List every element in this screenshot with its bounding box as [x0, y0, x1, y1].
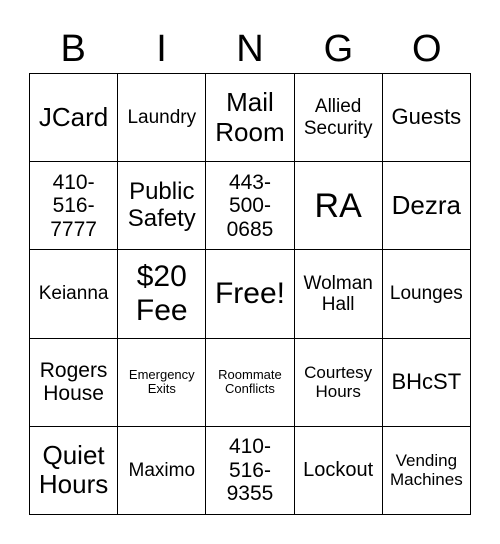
bingo-cell[interactable]: Vending Machines [383, 427, 471, 515]
bingo-cell[interactable]: Maximo [118, 427, 206, 515]
bingo-cell[interactable]: Courtesy Hours [295, 339, 383, 427]
bingo-cell[interactable]: Roommate Conflicts [206, 339, 294, 427]
bingo-cell[interactable]: Lounges [383, 250, 471, 338]
bingo-cell[interactable]: Dezra [383, 162, 471, 250]
bingo-cell[interactable]: $20 Fee [118, 250, 206, 338]
bingo-cell[interactable]: Laundry [118, 74, 206, 162]
bingo-cell[interactable]: 443- 500- 0685 [206, 162, 294, 250]
header-letter-o: O [411, 28, 442, 70]
bingo-board [29, 73, 471, 515]
bingo-cell[interactable]: Guests [383, 74, 471, 162]
bingo-cell[interactable]: Keianna [30, 250, 118, 338]
bingo-cell[interactable]: BHcST [383, 339, 471, 427]
bingo-header [29, 24, 471, 74]
header-letter-n: N [236, 28, 264, 70]
bingo-cell[interactable]: Rogers House [30, 339, 118, 427]
bingo-cell[interactable]: 410- 516- 9355 [206, 427, 294, 515]
bingo-cell[interactable]: Public Safety [118, 162, 206, 250]
free-space-cell[interactable]: Free! [206, 250, 294, 338]
header-letter-i: I [156, 28, 167, 70]
header-letter-g: G [323, 28, 354, 70]
bingo-cell[interactable]: Wolman Hall [295, 250, 383, 338]
header-letter-b: B [60, 28, 86, 70]
bingo-cell[interactable]: Emergency Exits [118, 339, 206, 427]
bingo-cell[interactable]: 410- 516- 7777 [30, 162, 118, 250]
bingo-cell[interactable]: Allied Security [295, 74, 383, 162]
bingo-cell[interactable]: JCard [30, 74, 118, 162]
bingo-cell[interactable]: RA [295, 162, 383, 250]
bingo-cell[interactable]: Lockout [295, 427, 383, 515]
bingo-cell[interactable]: Mail Room [206, 74, 294, 162]
bingo-cell[interactable]: Quiet Hours [30, 427, 118, 515]
